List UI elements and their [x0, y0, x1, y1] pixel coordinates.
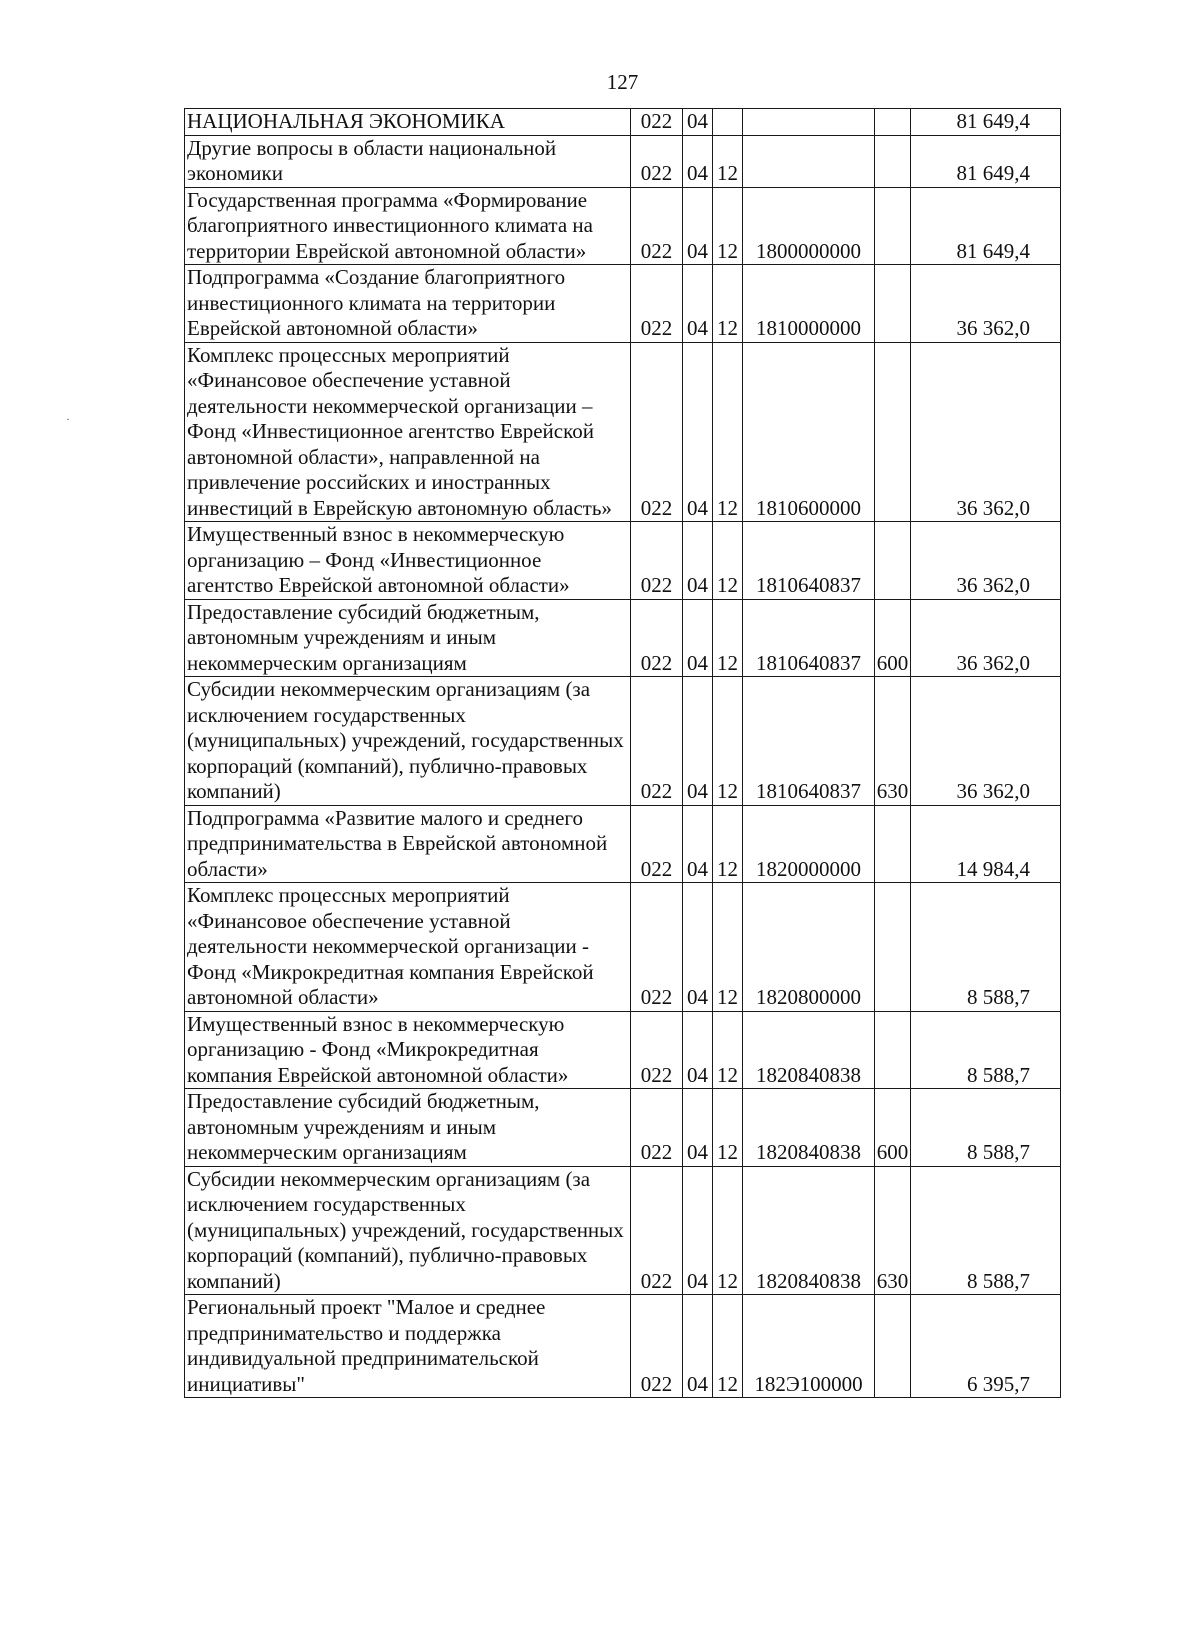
row-pr: 12	[713, 599, 743, 677]
row-pr: 12	[713, 677, 743, 806]
row-name: Комплекс процессных мероприятий «Финансовое обеспечение уставной деятельности некоммерческой организации - Фонд «Микрокредитная компания Еврейской автономной области»	[185, 883, 631, 1012]
table-row	[185, 342, 1061, 522]
row-name: Подпрограмма «Развитие малого и среднего предпринимательства в Еврейской автономной области»	[185, 805, 631, 883]
row-csr: 1810640837	[743, 677, 875, 806]
row-name: НАЦИОНАЛЬНАЯ ЭКОНОМИКА	[185, 109, 631, 136]
row-pr: 12	[713, 522, 743, 600]
row-rz: 04	[683, 1295, 713, 1398]
row-name: Субсидии некоммерческим организациям (за исключением государственных (муниципальных) учреждений, государственных корпораций (компаний), публично-правовых компаний)	[185, 1166, 631, 1295]
row-pr: 12	[713, 1295, 743, 1398]
row-csr: 1820800000	[743, 883, 875, 1012]
row-sum: 6 395,7	[911, 1295, 1061, 1398]
row-ved: 022	[631, 265, 683, 343]
row-rz: 04	[683, 1089, 713, 1167]
row-sum: 36 362,0	[911, 522, 1061, 600]
row-rz: 04	[683, 599, 713, 677]
row-ved: 022	[631, 1295, 683, 1398]
row-ved: 022	[631, 342, 683, 522]
row-name: Предоставление субсидий бюджетным, автономным учреждениям и иным некоммерческим организациям	[185, 599, 631, 677]
table-row	[185, 677, 1061, 806]
table-row	[185, 187, 1061, 265]
row-sum: 8 588,7	[911, 1011, 1061, 1089]
row-sum: 36 362,0	[911, 342, 1061, 522]
row-ved: 022	[631, 135, 683, 187]
row-name: Имущественный взнос в некоммерческую организацию - Фонд «Микрокредитная компания Еврейской автономной области»	[185, 1011, 631, 1089]
row-csr: 1820840838	[743, 1089, 875, 1167]
row-rz: 04	[683, 883, 713, 1012]
row-name: Имущественный взнос в некоммерческую организацию – Фонд «Инвестиционное агентство Еврейской автономной области»	[185, 522, 631, 600]
row-name: Региональный проект "Малое и среднее предпринимательство и поддержка индивидуальной предпринимательской инициативы"	[185, 1295, 631, 1398]
row-sum: 81 649,4	[911, 135, 1061, 187]
row-csr: 1820000000	[743, 805, 875, 883]
row-rz: 04	[683, 187, 713, 265]
row-pr: 12	[713, 265, 743, 343]
row-rz: 04	[683, 265, 713, 343]
row-csr: 1820840838	[743, 1166, 875, 1295]
row-csr: 1820840838	[743, 1011, 875, 1089]
row-vr: 630	[875, 1166, 911, 1295]
row-vr	[875, 1295, 911, 1398]
row-sum: 81 649,4	[911, 187, 1061, 265]
row-sum: 36 362,0	[911, 599, 1061, 677]
row-rz: 04	[683, 135, 713, 187]
row-pr: 12	[713, 1166, 743, 1295]
row-pr: 12	[713, 805, 743, 883]
table-row	[185, 883, 1061, 1012]
table-row	[185, 599, 1061, 677]
table-row	[185, 109, 1061, 136]
row-sum: 8 588,7	[911, 1166, 1061, 1295]
scan-artifact-dot: ·	[66, 412, 70, 426]
row-rz: 04	[683, 1011, 713, 1089]
row-csr: 1810000000	[743, 265, 875, 343]
row-sum: 81 649,4	[911, 109, 1061, 136]
row-pr: 12	[713, 1089, 743, 1167]
row-vr	[875, 135, 911, 187]
row-sum: 14 984,4	[911, 805, 1061, 883]
table-row	[185, 805, 1061, 883]
row-vr: 630	[875, 677, 911, 806]
row-rz: 04	[683, 522, 713, 600]
row-csr	[743, 135, 875, 187]
row-vr	[875, 522, 911, 600]
row-pr: 12	[713, 1011, 743, 1089]
row-rz: 04	[683, 1166, 713, 1295]
row-vr	[875, 805, 911, 883]
table-row	[185, 522, 1061, 600]
row-vr: 600	[875, 599, 911, 677]
row-name: Другие вопросы в области национальной экономики	[185, 135, 631, 187]
budget-table	[184, 108, 1061, 1398]
table-row	[185, 1011, 1061, 1089]
row-csr: 1810640837	[743, 522, 875, 600]
table-row	[185, 265, 1061, 343]
row-ved: 022	[631, 109, 683, 136]
row-sum: 36 362,0	[911, 677, 1061, 806]
row-vr	[875, 265, 911, 343]
row-rz: 04	[683, 109, 713, 136]
table-row	[185, 1089, 1061, 1167]
row-ved: 022	[631, 1011, 683, 1089]
row-pr: 12	[713, 342, 743, 522]
row-ved: 022	[631, 883, 683, 1012]
row-pr	[713, 109, 743, 136]
row-ved: 022	[631, 1166, 683, 1295]
table-row	[185, 135, 1061, 187]
row-rz: 04	[683, 342, 713, 522]
row-name: Государственная программа «Формирование благоприятного инвестиционного климата на территории Еврейской автономной области»	[185, 187, 631, 265]
row-rz: 04	[683, 677, 713, 806]
row-sum: 8 588,7	[911, 883, 1061, 1012]
row-name: Подпрограмма «Создание благоприятного инвестиционного климата на территории Еврейской автономной области»	[185, 265, 631, 343]
row-sum: 8 588,7	[911, 1089, 1061, 1167]
row-vr: 600	[875, 1089, 911, 1167]
row-ved: 022	[631, 599, 683, 677]
row-csr	[743, 109, 875, 136]
row-pr: 12	[713, 135, 743, 187]
row-name: Субсидии некоммерческим организациям (за исключением государственных (муниципальных) учреждений, государственных корпораций (компаний), публично-правовых компаний)	[185, 677, 631, 806]
row-sum: 36 362,0	[911, 265, 1061, 343]
row-pr: 12	[713, 883, 743, 1012]
row-ved: 022	[631, 805, 683, 883]
row-vr	[875, 883, 911, 1012]
row-csr: 1810640837	[743, 599, 875, 677]
page-number: 127	[606, 70, 639, 94]
row-name: Комплекс процессных мероприятий «Финансовое обеспечение уставной деятельности некоммерческой организации – Фонд «Инвестиционное агентство Еврейской автономной области», направленной на привлечение российских и иностранных инвестиций в Еврейскую автономную область»	[185, 342, 631, 522]
row-ved: 022	[631, 522, 683, 600]
table-row	[185, 1295, 1061, 1398]
row-csr: 1810600000	[743, 342, 875, 522]
row-vr	[875, 109, 911, 136]
row-csr: 182Э100000	[743, 1295, 875, 1398]
row-ved: 022	[631, 677, 683, 806]
row-csr: 1800000000	[743, 187, 875, 265]
row-rz: 04	[683, 805, 713, 883]
table-row	[185, 1166, 1061, 1295]
row-vr	[875, 1011, 911, 1089]
row-vr	[875, 342, 911, 522]
row-ved: 022	[631, 187, 683, 265]
row-name: Предоставление субсидий бюджетным, автономным учреждениям и иным некоммерческим организациям	[185, 1089, 631, 1167]
row-pr: 12	[713, 187, 743, 265]
row-ved: 022	[631, 1089, 683, 1167]
row-vr	[875, 187, 911, 265]
